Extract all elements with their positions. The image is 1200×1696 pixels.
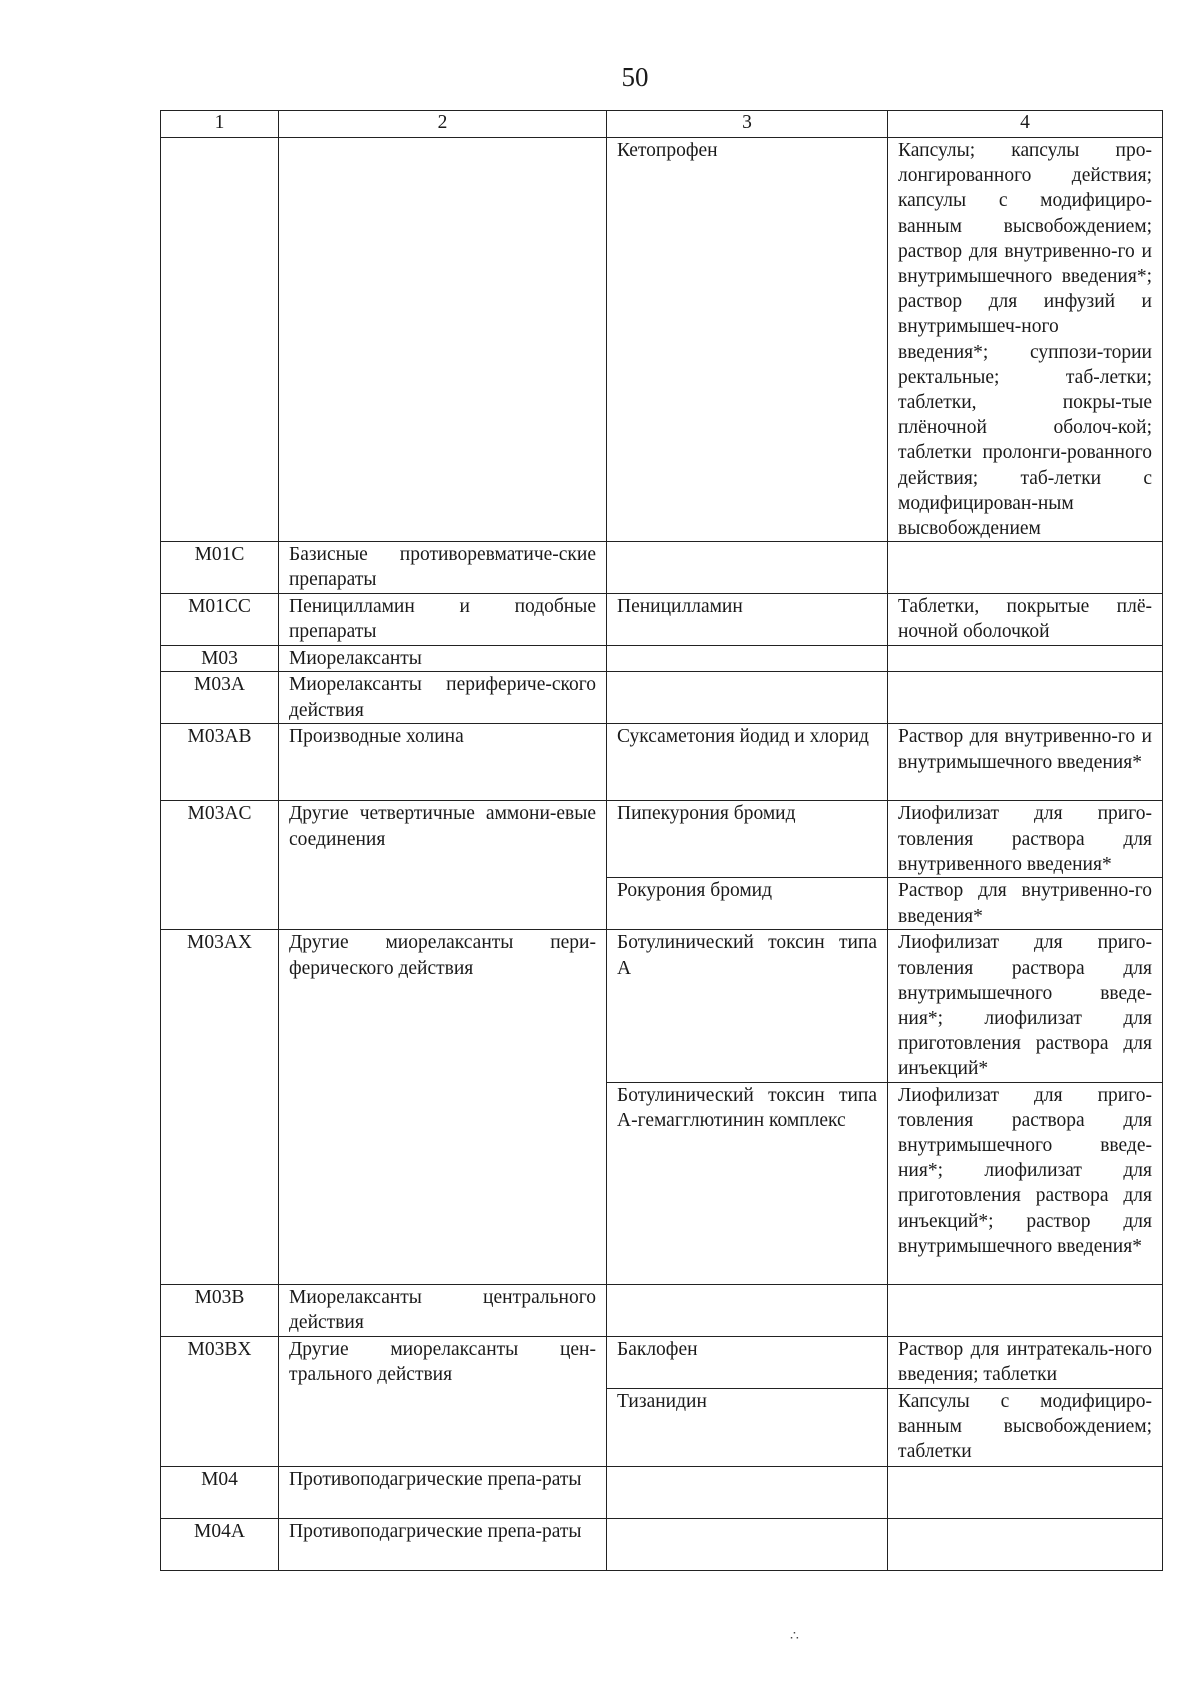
dosage-form-cell: Раствор для внутривенно-го введения* (888, 878, 1163, 930)
dosage-form-cell (888, 542, 1163, 594)
column-header-3: 3 (607, 111, 888, 138)
group-cell: Другие миорелаксанты пери-ферического действия (279, 930, 607, 1284)
drug-cell (607, 1518, 888, 1570)
dosage-form-cell: Капсулы; капсулы про-лонгированного действия; капсулы с модифициро-ванным высвобождением; раствор для внутривенно-го и внутримышечного введения*; раствор для инфузий и внутримышеч-ного введения*; суппози-тории ректальные; таб-летки; таблетки, покры-тые плёночной оболоч-кой; таблетки пролонги-рованного действия; таб-летки с модифицирован-ным высвобождением (888, 138, 1163, 542)
atc-code-cell: M03AB (161, 724, 279, 801)
atc-code-cell: M03AC (161, 801, 279, 930)
group-cell: Миорелаксанты перифериче-ского действия (279, 672, 607, 724)
dosage-form-cell (888, 646, 1163, 672)
table-row (161, 1518, 1163, 1570)
drug-cell (607, 672, 888, 724)
group-cell: Противоподагрические препа-раты (279, 1518, 607, 1570)
group-cell: Миорелаксанты центрального действия (279, 1284, 607, 1336)
atc-code-cell: M01CC (161, 594, 279, 646)
table-row (161, 646, 1163, 672)
drug-cell: Ботулинический токсин типа А (607, 930, 888, 1082)
dosage-form-cell (888, 672, 1163, 724)
group-cell: Базисные противоревматиче-ские препараты (279, 542, 607, 594)
drug-cell: Ботулинический токсин типа А-гемагглютинин комплекс (607, 1082, 888, 1284)
group-cell: Миорелаксанты (279, 646, 607, 672)
drug-cell: Пеницилламин (607, 594, 888, 646)
drug-classification-table (160, 110, 1163, 1571)
group-cell: Противоподагрические препа-раты (279, 1466, 607, 1518)
drug-cell: Суксаметония йодид и хлорид (607, 724, 888, 801)
column-header-1: 1 (161, 111, 279, 138)
table-row (161, 724, 1163, 801)
group-cell: Производные холина (279, 724, 607, 801)
table-row (161, 672, 1163, 724)
table-row (161, 594, 1163, 646)
atc-code-cell: M03B (161, 1284, 279, 1336)
group-cell: Другие четвертичные аммони-евые соединения (279, 801, 607, 930)
dosage-form-cell: Лиофилизат для приго-товления раствора для внутримышечного введе-ния*; лиофилизат для приготовления раствора для инъекций*; раствор для внутримышечного введения* (888, 1082, 1163, 1284)
atc-code-cell: M04A (161, 1518, 279, 1570)
drug-cell (607, 646, 888, 672)
atc-code-cell: M01C (161, 542, 279, 594)
dosage-form-cell: Таблетки, покрытые плё-ночной оболочкой (888, 594, 1163, 646)
atc-code-cell: M03 (161, 646, 279, 672)
table-row (161, 138, 1163, 542)
table-row (161, 1466, 1163, 1518)
table-header-row (161, 111, 1163, 138)
table-row (161, 930, 1163, 1082)
group-cell: Другие миорелаксанты цен-трального действия (279, 1336, 607, 1466)
drug-cell: Пипекурония бромид (607, 801, 888, 878)
drug-cell: Кетопрофен (607, 138, 888, 542)
table-row (161, 1284, 1163, 1336)
atc-code-cell: M03BX (161, 1336, 279, 1466)
drug-cell (607, 1284, 888, 1336)
drug-cell (607, 1466, 888, 1518)
column-header-4: 4 (888, 111, 1163, 138)
drug-cell: Баклофен (607, 1336, 888, 1388)
dosage-form-cell: Лиофилизат для приго-товления раствора для внутримышечного введе-ния*; лиофилизат для приготовления раствора для инъекций* (888, 930, 1163, 1082)
atc-code-cell: M03A (161, 672, 279, 724)
table-row (161, 801, 1163, 878)
page-number: 50 (621, 62, 649, 92)
dosage-form-cell: Раствор для интратекаль-ного введения; таблетки (888, 1336, 1163, 1388)
drug-cell: Рокурония бромид (607, 878, 888, 930)
dosage-form-cell (888, 1466, 1163, 1518)
dosage-form-cell: Лиофилизат для приго-товления раствора для внутривенного введения* (888, 801, 1163, 878)
drug-cell (607, 542, 888, 594)
atc-code-cell (161, 138, 279, 542)
scan-speck: ∴ (790, 1629, 799, 1644)
column-header-2: 2 (279, 111, 607, 138)
drug-cell: Тизанидин (607, 1388, 888, 1466)
dosage-form-cell: Раствор для внутривенно-го и внутримышечного введения* (888, 724, 1163, 801)
atc-code-cell: M03AX (161, 930, 279, 1284)
dosage-form-cell (888, 1284, 1163, 1336)
atc-code-cell: M04 (161, 1466, 279, 1518)
table-row (161, 542, 1163, 594)
group-cell (279, 138, 607, 542)
table-row (161, 1336, 1163, 1388)
dosage-form-cell (888, 1518, 1163, 1570)
dosage-form-cell: Капсулы с модифициро-ванным высвобождением; таблетки (888, 1388, 1163, 1466)
group-cell: Пеницилламин и подобные препараты (279, 594, 607, 646)
